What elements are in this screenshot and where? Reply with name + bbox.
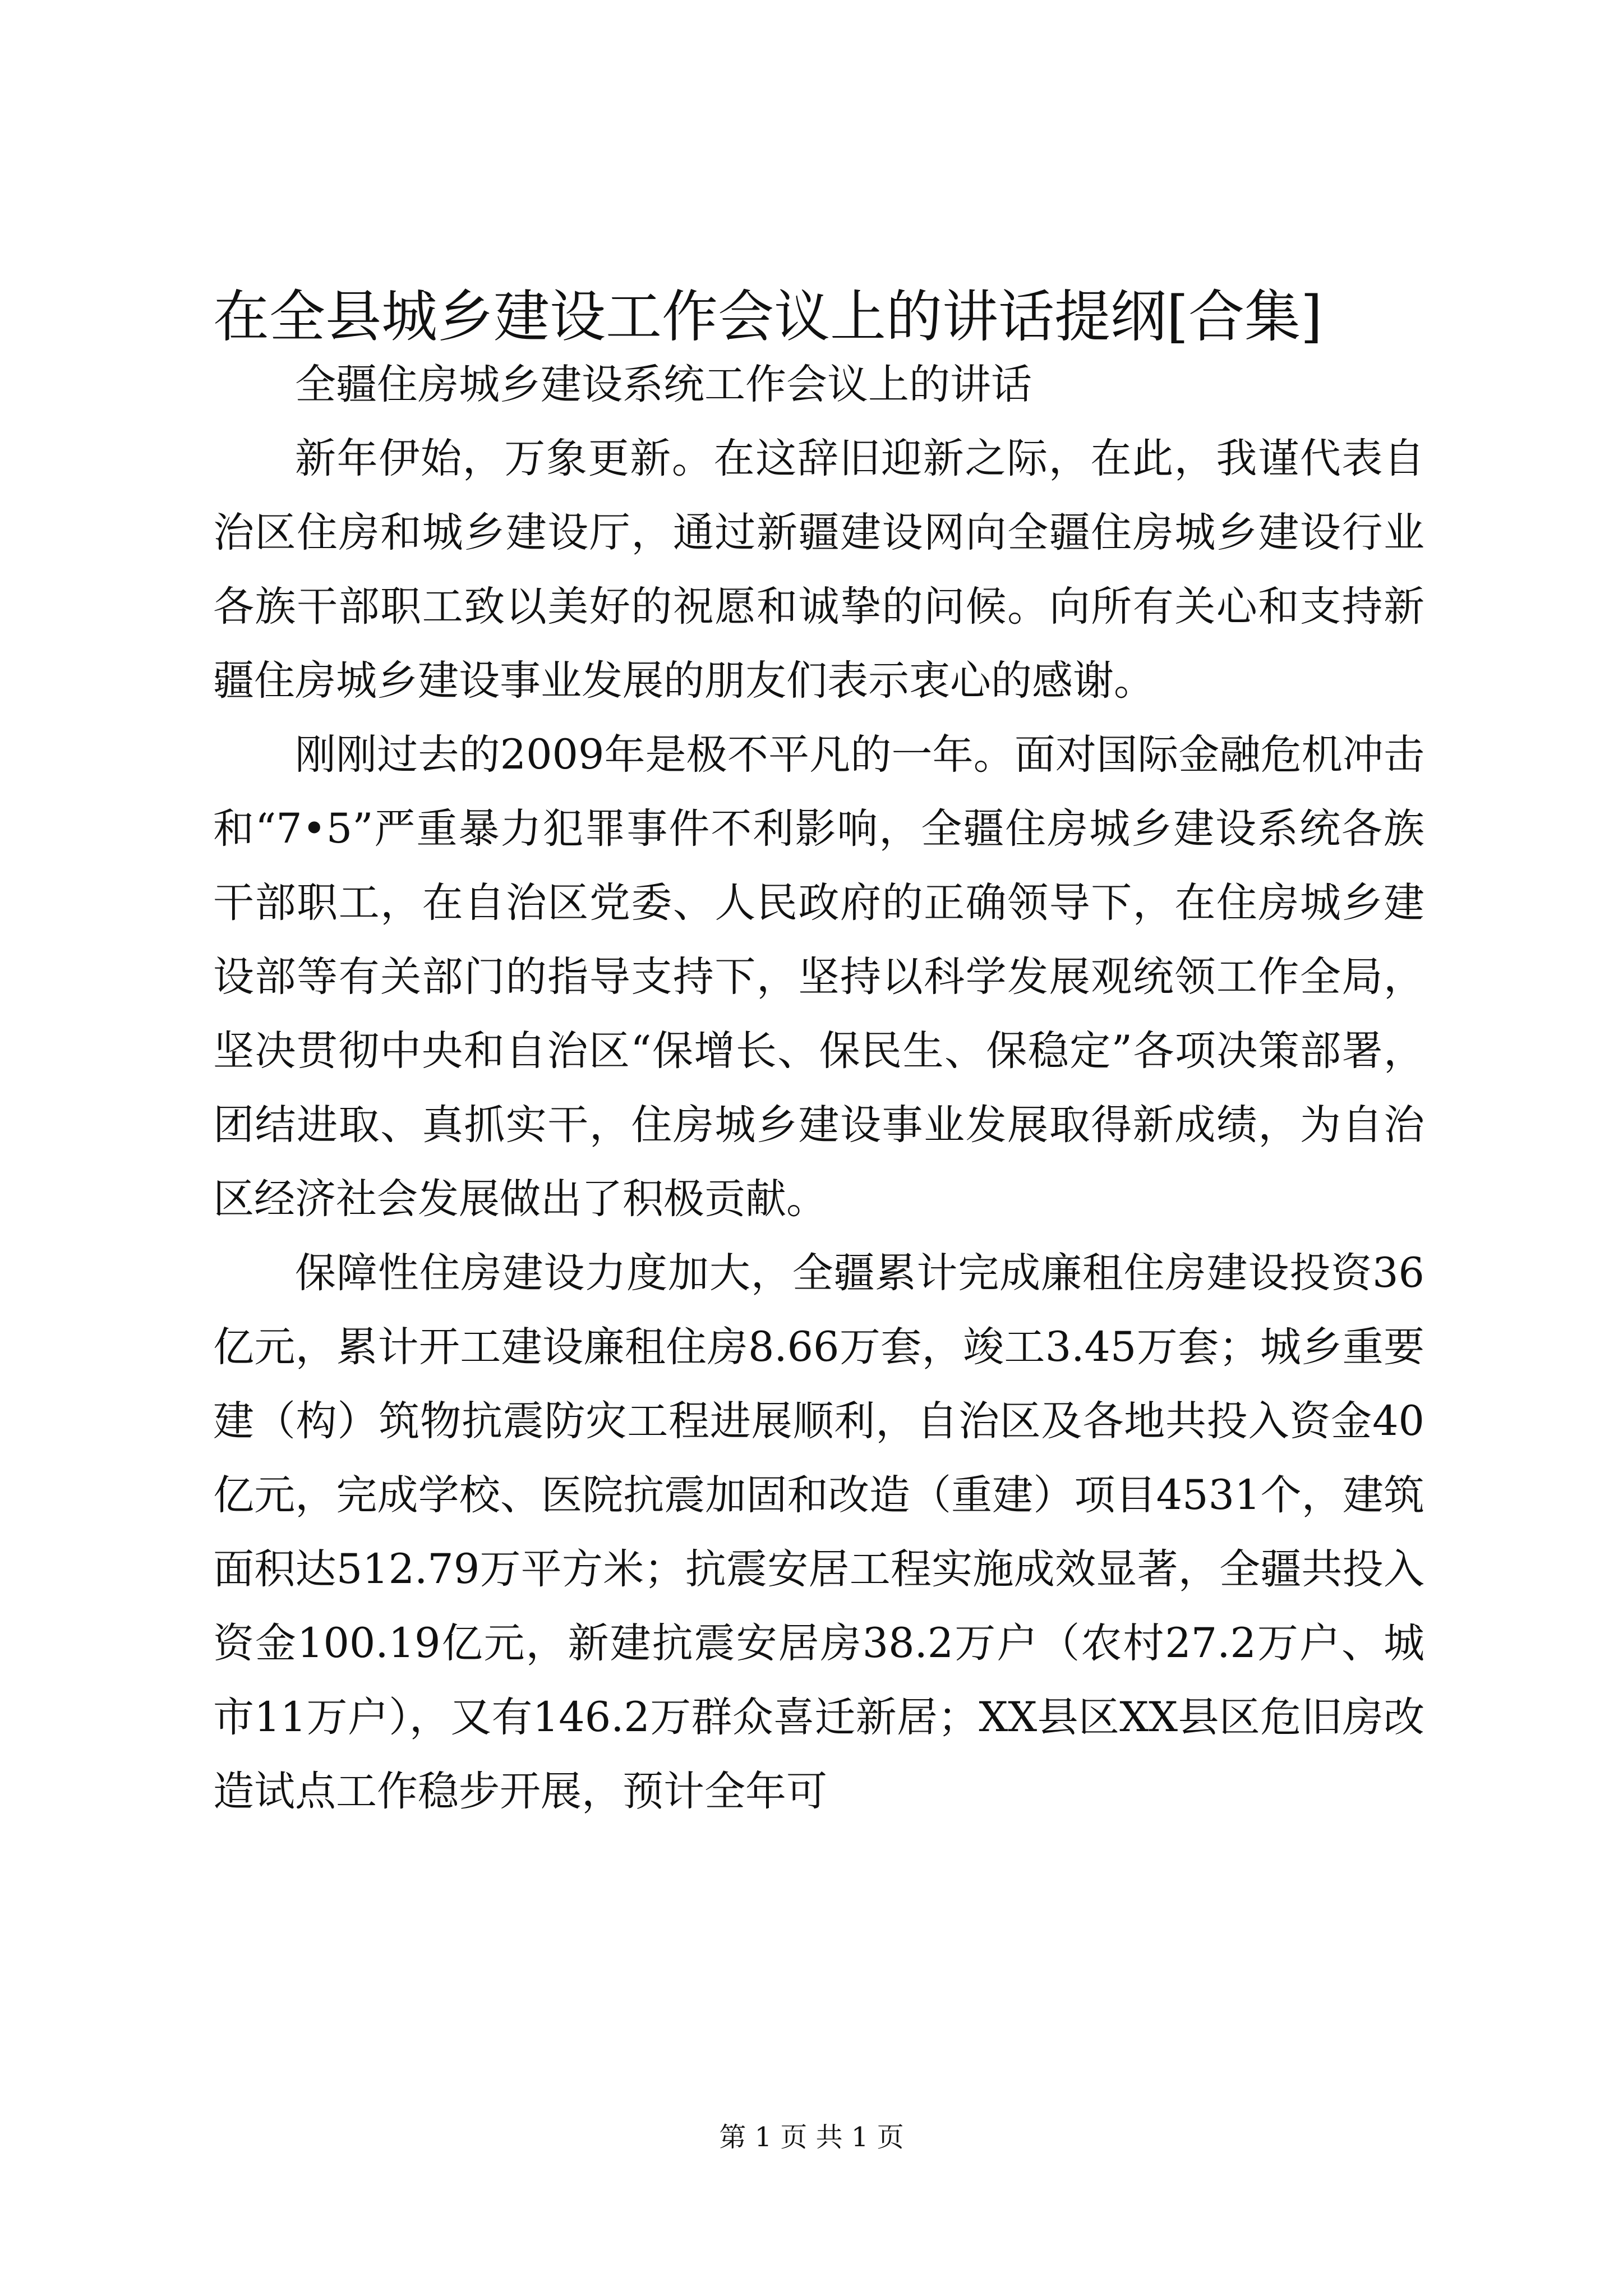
paragraph-2: 刚刚过去的2009年是极不平凡的一年。面对国际金融危机冲击和“7•5”严重暴力犯罪事件不利影响，全疆住房城乡建设系统各族干部职工，在自治区党委、人民政府的正确领导下，在住房城乡建设部等有关部门的指导支持下，坚持以科学发展观统领工作全局，坚决贯彻中央和自治区“保增长、保民生、保稳定”各项决策部署，团结进取、真抓实干，住房城乡建设事业发展取得新成绩，为自治区经济社会发展做出了积极贡献。 — [213, 731, 1424, 1223]
document-subtitle: 全疆住房城乡建设系统工作会议上的讲话 — [295, 361, 1032, 408]
document-body — [213, 348, 1424, 1829]
page-footer: 第 1 页 共 1 页 — [719, 2122, 904, 2153]
paragraph-3: 保障性住房建设力度加大，全疆累计完成廉租住房建设投资36亿元，累计开工建设廉租住房8.66万套，竣工3.45万套；城乡重要建（构）筑物抗震防灾工程进展顺利，自治区及各地共投入资金40亿元，完成学校、医院抗震加固和改造（重建）项目4531个，建筑面积达512.79万平方米；抗震安居工程实施成效显著，全疆共投入资金100.19亿元，新建抗震安居房38.2万户（农村27.2万户、城市11万户），又有146.2万群众喜迁新居；XX县区XX县区危旧房改造试点工作稳步开展，预计全年可 — [213, 1249, 1424, 1815]
document-title: 在全县城乡建设工作会议上的讲话提纲[合集] — [213, 284, 1323, 349]
paragraph-1: 新年伊始，万象更新。在这辞旧迎新之际，在此，我谨代表自治区住房和城乡建设厅，通过新疆建设网向全疆住房城乡建设行业各族干部职工致以美好的祝愿和诚挚的问候。向所有关心和支持新疆住房城乡建设事业发展的朋友们表示衷心的感谢。 — [213, 435, 1424, 705]
